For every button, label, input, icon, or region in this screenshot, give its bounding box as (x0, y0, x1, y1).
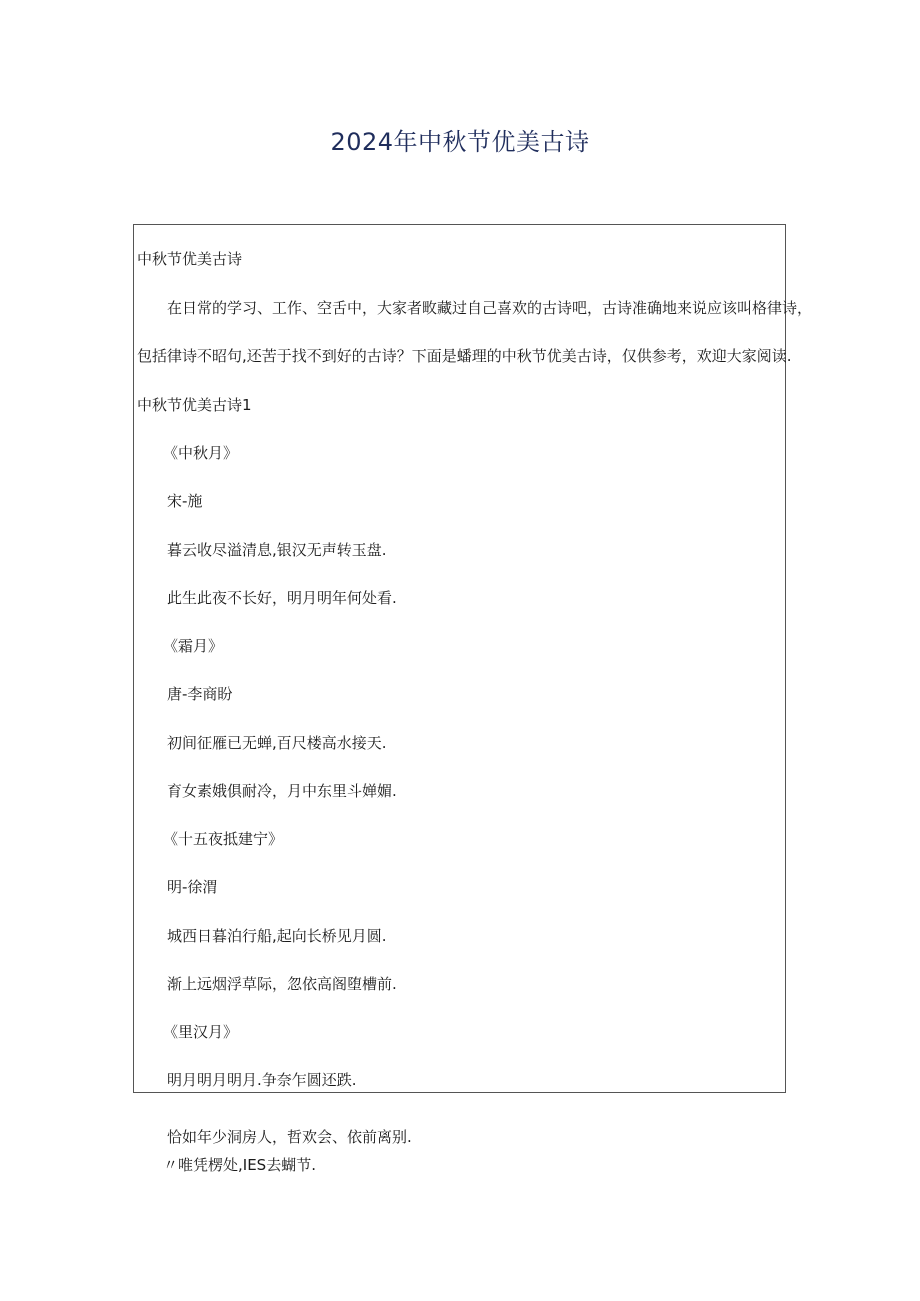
poem-line: 明月明月明月.争奈乍圆还跌. (167, 1071, 357, 1089)
poem-line: 渐上远烟浮草际，忽依高阁堕槽前. (167, 975, 397, 993)
trailing-line: 〃唯凭楞处,IES去蝴节. (163, 1156, 316, 1174)
trailing-line: 恰如年少洞房人，哲欢会、依前离别. (167, 1128, 412, 1146)
section-heading: 中秋节优美古诗1 (137, 396, 252, 414)
poem-line: 此生此夜不长好，明月明年何处看. (167, 589, 397, 607)
poem-title: 《十五夜抵建宁》 (163, 830, 284, 848)
poem-author: 唐-李商盼 (167, 685, 233, 703)
poem-author: 明-徐渭 (167, 878, 218, 896)
poem-title: 《霜月》 (163, 637, 224, 655)
intro-line-2: 包括律诗不昭句,还苦于找不到好的古诗？下面是蟠理的中秋节优美古诗，仅供参考，欢迎大家阅读. (137, 347, 792, 365)
poem-line: 城西日暮泊行船,起向长桥见月圆. (167, 927, 387, 945)
intro-line-1: 在日常的学习、工作、空舌中，大家者畋藏过自己喜欢的古诗吧，古诗准确地来说应该叫格律诗， (167, 299, 813, 317)
poem-author: 宋-施 (167, 492, 203, 510)
poem-title: 《里汉月》 (163, 1023, 239, 1041)
poem-line: 育女素娥俱耐冷，月中东里斗婵媚. (167, 782, 397, 800)
poem-line: 暮云收尽溢清息,银汉无声转玉盘. (167, 541, 387, 559)
poem-line: 初间征雁已无蝉,百尺楼高水接天. (167, 734, 387, 752)
poem-title: 《中秋月》 (163, 444, 239, 462)
document-title: 2024年中秋节优美古诗 (330, 128, 590, 156)
box-heading: 中秋节优美古诗 (137, 250, 243, 268)
